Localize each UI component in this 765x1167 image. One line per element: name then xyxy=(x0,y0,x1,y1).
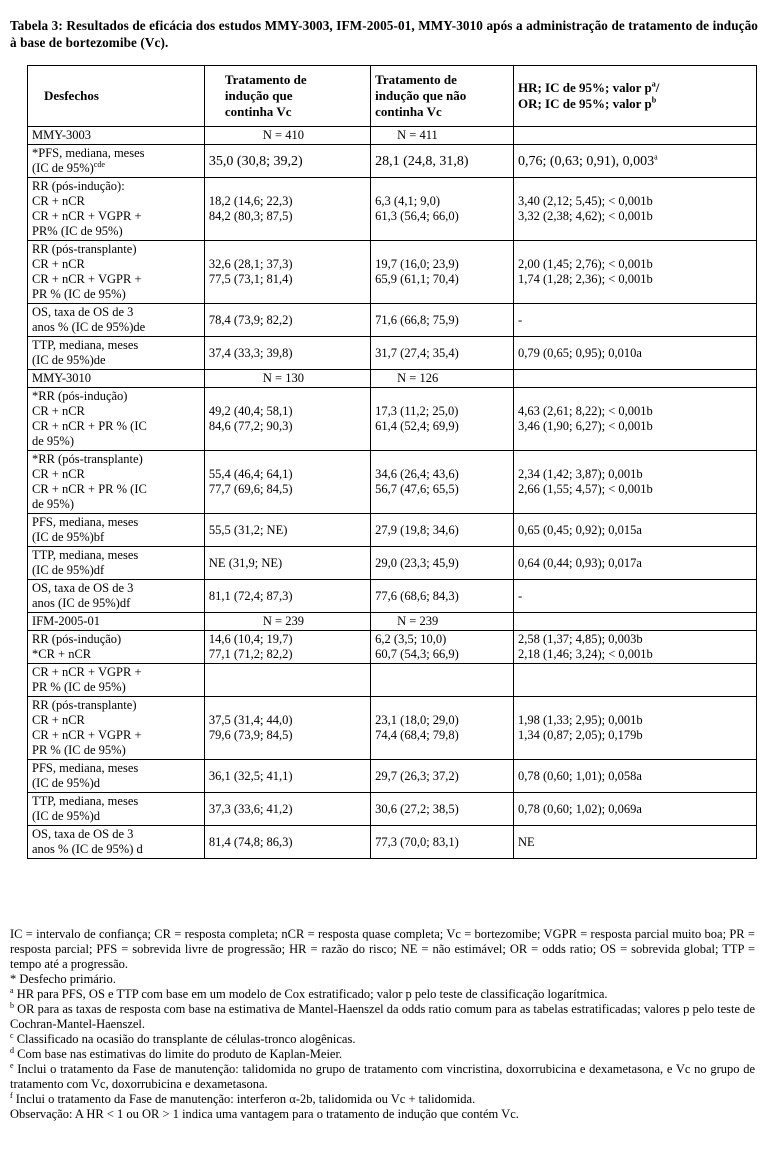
cell-line: PR % (IC de 95%) xyxy=(32,287,126,301)
table-cell xyxy=(28,580,205,613)
table-cell xyxy=(371,826,514,859)
table-cell xyxy=(513,793,756,826)
table-cell xyxy=(28,241,205,304)
cell-line: 61,3 (56,4; 66,0) xyxy=(375,209,459,223)
table-row xyxy=(28,580,757,613)
cell-line: (IC de 95%)bf xyxy=(32,530,105,544)
table-cell xyxy=(371,337,514,370)
table-cell xyxy=(204,580,370,613)
cell-line: N = 410 xyxy=(262,128,304,142)
table-cell xyxy=(204,697,370,760)
table-cell xyxy=(371,241,514,304)
table-cell xyxy=(513,370,756,388)
cell-line: CR + nCR + VGPR + xyxy=(32,272,142,286)
table-row xyxy=(28,178,757,241)
cell-line xyxy=(209,698,366,713)
cell-line xyxy=(518,614,752,629)
table-cell xyxy=(371,178,514,241)
cell-line: 55,5 (31,2; NE) xyxy=(208,522,288,537)
cell-line: 0,78 (0,60; 1,01); 0,058a xyxy=(517,768,642,783)
table-cell xyxy=(204,631,370,664)
cell-line: 65,9 (61,1; 70,4) xyxy=(375,272,459,286)
footnote: $^f$ Inclui o tratamento da Fase de manutenção: interferon α-2b, talidomida ou Vc + talidomida. xyxy=(10,1090,476,1106)
cell-line: 1,98 (1,33; 2,95); 0,001b xyxy=(517,713,643,727)
study-row xyxy=(28,127,757,145)
cell-line: 61,4 (52,4; 69,9) xyxy=(375,419,459,433)
cell-line: 0,76; (0,63; 0,91), 0,003$^a$ xyxy=(517,151,658,169)
table-cell xyxy=(513,826,756,859)
cell-line xyxy=(518,224,752,239)
table-cell xyxy=(371,760,514,793)
cell-line: OS, taxa de OS de 3 xyxy=(32,305,134,319)
cell-line xyxy=(209,179,366,194)
table-cell xyxy=(513,664,756,697)
cell-line xyxy=(518,434,752,449)
cell-line: 35,0 (30,8; 39,2) xyxy=(208,153,303,169)
cell-line xyxy=(209,224,366,239)
cell-line: anos % (IC de 95%) d xyxy=(32,842,143,856)
cell-line xyxy=(375,497,509,512)
table-caption xyxy=(10,17,758,51)
efficacy-table xyxy=(27,65,757,859)
cell-line xyxy=(375,673,509,688)
cell-line: 31,7 (27,4; 35,4) xyxy=(375,345,459,360)
cell-line xyxy=(375,434,509,449)
cell-line: 29,0 (23,3; 45,9) xyxy=(375,555,459,570)
cell-line: 77,3 (70,0; 83,1) xyxy=(375,834,459,849)
cell-line: N = 130 xyxy=(262,371,304,385)
table-cell xyxy=(28,304,205,337)
cell-line: de 95%) xyxy=(32,497,74,511)
header-desfechos: Desfechos xyxy=(28,66,205,127)
cell-line: (IC de 95%)$^{cde}$ xyxy=(32,159,105,175)
cell-line: 0,79 (0,65; 0,95); 0,010a xyxy=(517,345,642,360)
cell-line: (IC de 95%)de xyxy=(32,353,106,367)
cell-line: 2,66 (1,55; 4,57); < 0,001b xyxy=(517,482,653,496)
table-cell xyxy=(513,697,756,760)
table-cell xyxy=(28,664,205,697)
caption-text: Tabela 3: Resultados de eficácia dos estudos MMY-3003, IFM-2005-01, MMY-3010 após a administração de tratamento de indução à base de bortezomibe (Vc). xyxy=(10,18,758,50)
cell-line xyxy=(375,698,509,713)
cell-line: TTP, mediana, meses xyxy=(32,548,139,562)
footnote: * Desfecho primário. xyxy=(10,972,116,986)
header-hr: HR; IC de 95%; valor $p^a/$ OR; IC de 95%; valor $p^b$ xyxy=(513,66,756,127)
cell-line: CR + nCR xyxy=(32,467,85,481)
cell-line: *PFS, mediana, meses xyxy=(32,146,145,160)
table-cell xyxy=(371,631,514,664)
cell-line: NE xyxy=(517,834,535,849)
table-cell xyxy=(204,145,370,178)
cell-line: 77,6 (68,6; 84,3) xyxy=(375,588,459,603)
table-row xyxy=(28,760,757,793)
cell-line: 55,4 (46,4; 64,1) xyxy=(208,467,293,481)
cell-line: 36,1 (32,5; 41,1) xyxy=(208,768,293,783)
table-row xyxy=(28,145,757,178)
table-cell xyxy=(204,760,370,793)
table-cell xyxy=(371,793,514,826)
cell-line: 34,6 (26,4; 43,6) xyxy=(375,467,459,481)
table-cell xyxy=(371,580,514,613)
cell-line: 74,4 (68,4; 79,8) xyxy=(375,728,459,742)
cell-line xyxy=(518,673,752,688)
table-cell xyxy=(371,514,514,547)
cell-line: CR + nCR xyxy=(32,257,85,271)
cell-line xyxy=(518,698,752,713)
table-cell xyxy=(513,178,756,241)
table-cell xyxy=(28,451,205,514)
cell-line: RR (pós-transplante) xyxy=(32,242,137,256)
cell-line xyxy=(209,242,366,257)
cell-line xyxy=(375,224,509,239)
table-row xyxy=(28,664,757,697)
cell-line: *RR (pós-indução) xyxy=(32,389,128,403)
cell-line xyxy=(375,287,509,302)
cell-line xyxy=(209,497,366,512)
table-cell xyxy=(28,127,205,145)
cell-line: MMY-3003 xyxy=(32,128,92,142)
cell-line: 2,00 (1,45; 2,76); < 0,001b xyxy=(517,257,653,271)
cell-line: CR + nCR + VGPR + xyxy=(32,728,142,742)
cell-line: 77,1 (71,2; 82,2) xyxy=(208,647,293,661)
cell-line: 81,1 (72,4; 87,3) xyxy=(208,588,293,603)
cell-line xyxy=(209,673,366,688)
cell-line: 84,6 (77,2; 90,3) xyxy=(208,419,293,433)
cell-line: N = 239 xyxy=(397,614,439,628)
table-cell xyxy=(371,547,514,580)
cell-line: 0,65 (0,45; 0,92); 0,015a xyxy=(517,522,642,537)
cell-line: 2,58 (1,37; 4,85); 0,003b xyxy=(517,632,643,646)
cell-line: 32,6 (28,1; 37,3) xyxy=(208,257,293,271)
table-cell xyxy=(204,547,370,580)
cell-line: 3,32 (2,38; 4,62); < 0,001b xyxy=(517,209,653,223)
table-cell xyxy=(513,337,756,370)
table-cell xyxy=(204,826,370,859)
cell-line: anos (IC de 95%)df xyxy=(32,596,131,610)
table-row xyxy=(28,241,757,304)
cell-line: RR (pós-transplante) xyxy=(32,698,137,712)
table-cell xyxy=(513,580,756,613)
cell-line xyxy=(375,452,509,467)
cell-line: N = 126 xyxy=(397,371,439,385)
header-without-vc: Tratamento de indução que não continha Vc xyxy=(371,66,514,127)
cell-line: *RR (pós-transplante) xyxy=(32,452,143,466)
cell-line: (IC de 95%)d xyxy=(32,809,101,823)
cell-line: 78,4 (73,9; 82,2) xyxy=(208,312,293,327)
table-row xyxy=(28,388,757,451)
table-cell xyxy=(28,760,205,793)
table-cell xyxy=(371,304,514,337)
table-cell xyxy=(28,370,205,388)
cell-line: 84,2 (80,3; 87,5) xyxy=(208,209,293,223)
table-cell xyxy=(513,127,756,145)
cell-line: 27,9 (19,8; 34,6) xyxy=(375,522,459,537)
table-cell xyxy=(513,304,756,337)
table-cell xyxy=(204,304,370,337)
cell-line xyxy=(518,242,752,257)
cell-line xyxy=(518,371,752,386)
cell-line: 2,18 (1,46; 3,24); < 0,001b xyxy=(517,647,653,661)
study-row xyxy=(28,613,757,631)
table-cell xyxy=(513,145,756,178)
cell-line: CR + nCR xyxy=(32,194,85,208)
table-cell xyxy=(204,241,370,304)
table-row xyxy=(28,547,757,580)
cell-line: (IC de 95%)d xyxy=(32,776,101,790)
cell-line: 6,3 (4,1; 9,0) xyxy=(375,194,441,208)
table-cell xyxy=(28,631,205,664)
study-row xyxy=(28,370,757,388)
table-cell xyxy=(204,127,370,145)
cell-line: NE (31,9; NE) xyxy=(208,555,283,570)
cell-line: TTP, mediana, meses xyxy=(32,794,139,808)
cell-line: 81,4 (74,8; 86,3) xyxy=(208,834,293,849)
cell-line: OS, taxa de OS de 3 xyxy=(32,581,134,595)
table-footnotes xyxy=(10,927,755,1122)
cell-line: de 95%) xyxy=(32,434,74,448)
cell-line: PR % (IC de 95%) xyxy=(32,743,126,757)
cell-line: 3,40 (2,12; 5,45); < 0,001b xyxy=(517,194,653,208)
cell-line xyxy=(209,389,366,404)
table-cell xyxy=(28,514,205,547)
table-cell xyxy=(371,127,514,145)
cell-line xyxy=(518,452,752,467)
cell-line: CR + nCR + PR % (IC xyxy=(32,482,147,496)
cell-line: 49,2 (40,4; 58,1) xyxy=(208,404,293,418)
table-cell xyxy=(513,241,756,304)
cell-line: CR + nCR + VGPR + xyxy=(32,665,142,679)
cell-line xyxy=(518,287,752,302)
cell-line: RR (pós-indução): xyxy=(32,179,125,193)
table-row xyxy=(28,697,757,760)
cell-line: 2,34 (1,42; 3,87); 0,001b xyxy=(517,467,643,481)
cell-line: PR% (IC de 95%) xyxy=(32,224,123,238)
table-cell xyxy=(371,613,514,631)
table-row xyxy=(28,514,757,547)
table-cell xyxy=(204,514,370,547)
cell-line: 0,78 (0,60; 1,02); 0,069a xyxy=(517,801,642,816)
cell-line xyxy=(375,389,509,404)
table-cell xyxy=(28,178,205,241)
table-cell xyxy=(28,547,205,580)
cell-line: 3,46 (1,90; 6,27); < 0,001b xyxy=(517,419,653,433)
cell-line: 79,6 (73,9; 84,5) xyxy=(208,728,293,742)
table-row xyxy=(28,451,757,514)
table-row xyxy=(28,631,757,664)
cell-line: CR + nCR + VGPR + xyxy=(32,209,142,223)
cell-line: anos % (IC de 95%)de xyxy=(32,320,146,334)
table-cell xyxy=(204,664,370,697)
cell-line: 1,74 (1,28; 2,36); < 0,001b xyxy=(517,272,653,286)
table-cell xyxy=(371,370,514,388)
cell-line: 29,7 (26,3; 37,2) xyxy=(375,768,459,783)
cell-line: (IC de 95%)df xyxy=(32,563,105,577)
footnote: $^b$ OR para as taxas de resposta com base na estimativa de Mantel-Haenszel da odds ratio comum para as tabelas estratificadas; valores p pelo teste de Cochran-Mantel-Haenszel. xyxy=(10,1000,755,1031)
cell-line: 77,7 (69,6; 84,5) xyxy=(208,482,293,496)
cell-line: 19,7 (16,0; 23,9) xyxy=(375,257,459,271)
footnote: $^d$ Com base nas estimativas do limite do produto de Kaplan-Meier. xyxy=(10,1045,343,1061)
table-cell xyxy=(28,793,205,826)
cell-line: *CR + nCR xyxy=(32,647,92,661)
cell-line xyxy=(209,452,366,467)
cell-line: 14,6 (10,4; 19,7) xyxy=(208,632,293,646)
table-cell xyxy=(28,337,205,370)
cell-line xyxy=(209,287,366,302)
cell-line: 60,7 (54,3; 66,9) xyxy=(375,647,459,661)
table-cell xyxy=(204,178,370,241)
footnote: $^c$ Classificado na ocasião do transplante de células-tronco alogênicas. xyxy=(10,1030,356,1046)
cell-line: - xyxy=(517,312,523,327)
cell-line: 56,7 (47,6; 65,5) xyxy=(375,482,459,496)
cell-line xyxy=(209,434,366,449)
table-cell xyxy=(28,697,205,760)
cell-line: 18,2 (14,6; 22,3) xyxy=(208,194,293,208)
cell-line: RR (pós-indução) xyxy=(32,632,122,646)
cell-line xyxy=(518,389,752,404)
cell-line: 28,1 (24,8, 31,8) xyxy=(375,153,469,169)
cell-line: OS, taxa de OS de 3 xyxy=(32,827,134,841)
cell-line: TTP, mediana, meses xyxy=(32,338,139,352)
cell-line xyxy=(518,497,752,512)
table-cell xyxy=(513,613,756,631)
table-row xyxy=(28,304,757,337)
footnote: $^e$ Inclui o tratamento da Fase de manutenção: talidomida no grupo de tratamento com vincristina, doxorrubicina e dexametasona, e Vc no grupo de tratamento com Vc, doxorrubicina e dexametasona. xyxy=(10,1060,755,1091)
table-cell xyxy=(513,514,756,547)
footnote: $^a$ HR para PFS, OS e TTP com base em um modelo de Cox estratificado; valor p pelo teste de classificação logarítmica. xyxy=(10,985,608,1001)
cell-line: CR + nCR + PR % (IC xyxy=(32,419,147,433)
table-row xyxy=(28,337,757,370)
table-body xyxy=(28,127,757,859)
table-cell xyxy=(204,793,370,826)
table-cell xyxy=(28,826,205,859)
table-cell xyxy=(28,613,205,631)
cell-line: 37,4 (33,3; 39,8) xyxy=(208,345,293,360)
table-cell xyxy=(513,631,756,664)
cell-line xyxy=(518,743,752,758)
cell-line: 77,5 (73,1; 81,4) xyxy=(208,272,293,286)
cell-line xyxy=(209,743,366,758)
table-cell xyxy=(204,388,370,451)
cell-line: 6,2 (3,5; 10,0) xyxy=(375,632,447,646)
cell-line: 1,34 (0,87; 2,05); 0,179b xyxy=(517,728,643,742)
cell-line xyxy=(375,743,509,758)
table-header-row xyxy=(28,66,757,127)
table-row xyxy=(28,826,757,859)
table-cell xyxy=(371,451,514,514)
table-cell xyxy=(204,451,370,514)
table-cell xyxy=(371,145,514,178)
table-cell xyxy=(204,613,370,631)
cell-line: 37,5 (31,4; 44,0) xyxy=(208,713,293,727)
cell-line: MMY-3010 xyxy=(32,371,92,385)
table-cell xyxy=(28,388,205,451)
cell-line: IFM-2005-01 xyxy=(32,614,101,628)
cell-line xyxy=(375,242,509,257)
cell-line xyxy=(518,128,752,143)
cell-line: 37,3 (33,6; 41,2) xyxy=(208,801,293,816)
cell-line: 30,6 (27,2; 38,5) xyxy=(375,801,459,816)
cell-line: 71,6 (66,8; 75,9) xyxy=(375,312,459,327)
cell-line: PR % (IC de 95%) xyxy=(32,680,126,694)
cell-line: CR + nCR xyxy=(32,713,85,727)
cell-line: 0,64 (0,44; 0,93); 0,017a xyxy=(517,555,642,570)
cell-line xyxy=(518,179,752,194)
cell-line: 4,63 (2,61; 8,22); < 0,001b xyxy=(517,404,653,418)
footnote: IC = intervalo de confiança; CR = resposta completa; nCR = resposta quase completa; Vc = bortezomibe; VGPR = resposta parcial muito boa; PR = resposta parcial; PFS = sobrevida livre de progressão; HR = razão do risco; NE = não estimável; OR = odds ratio; OS = sobrevida global; TTP = tempo até a progressão. xyxy=(10,927,755,971)
cell-line: - xyxy=(517,588,523,603)
cell-line xyxy=(375,179,509,194)
cell-line: CR + nCR xyxy=(32,404,85,418)
cell-line: PFS, mediana, meses xyxy=(32,515,139,529)
table-cell xyxy=(28,145,205,178)
cell-line: N = 411 xyxy=(397,128,438,142)
table-cell xyxy=(371,664,514,697)
table-cell xyxy=(204,370,370,388)
table-cell xyxy=(371,388,514,451)
table-cell xyxy=(513,451,756,514)
table-row xyxy=(28,793,757,826)
footnote: Observação: A HR < 1 ou OR > 1 indica uma vantagem para o tratamento de indução que contém Vc. xyxy=(10,1107,519,1121)
cell-line: N = 239 xyxy=(262,614,304,628)
header-with-vc: Tratamento de indução que continha Vc xyxy=(204,66,370,127)
table-cell xyxy=(513,388,756,451)
cell-line: 23,1 (18,0; 29,0) xyxy=(375,713,459,727)
table-cell xyxy=(204,337,370,370)
table-cell xyxy=(371,697,514,760)
cell-line: 17,3 (11,2; 25,0) xyxy=(375,404,459,418)
cell-line: PFS, mediana, meses xyxy=(32,761,139,775)
table-cell xyxy=(513,547,756,580)
table-cell xyxy=(513,760,756,793)
